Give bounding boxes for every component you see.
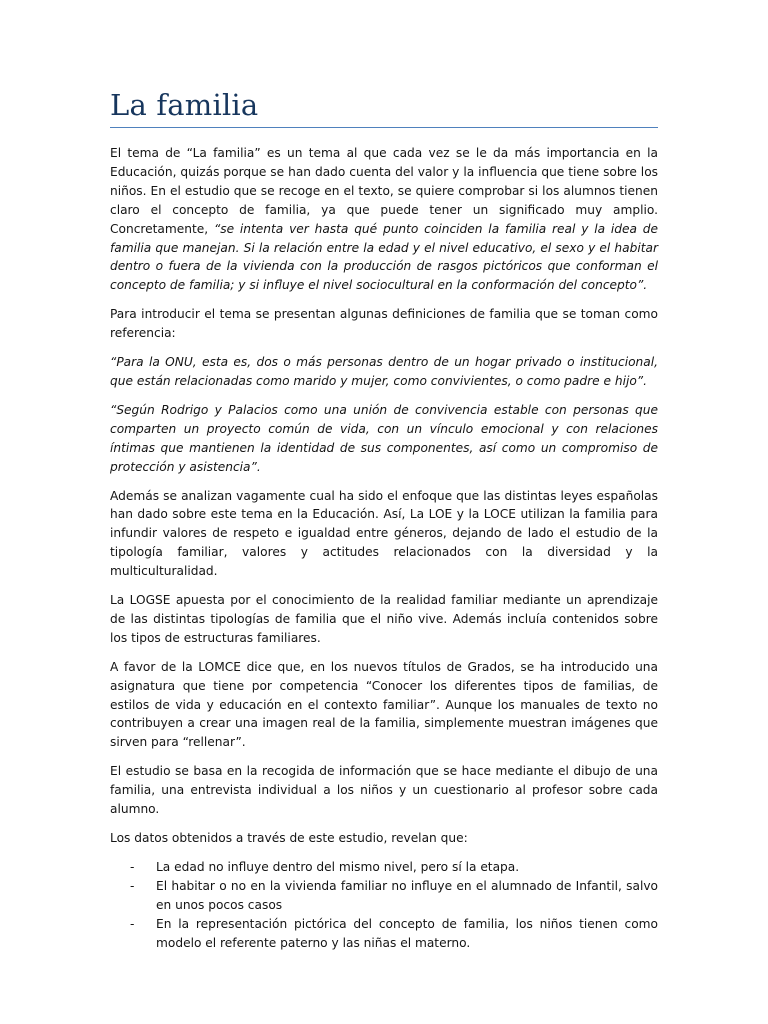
paragraph-onu-definition: “Para la ONU, esta es, dos o más personas dentro de un hogar privado o institucional, que están relacionadas como marido y mujer, como convivientes, o como padre e hijo”. [110,355,658,388]
paragraph-results-intro: Los datos obtenidos a través de este estudio, revelan que: [110,831,468,845]
list-bullet: - [130,859,135,874]
list-item-text: En la representación pictórica del concepto de familia, los niños tienen como modelo el referente paterno y las niñas el materno. [156,916,658,950]
list-item-text: El habitar o no en la vivienda familiar no influye en el alumnado de Infantil, salvo en unos pocos casos [156,878,658,912]
results-list [110,858,658,953]
list-item [110,858,658,877]
paragraph-intro-text: El tema de “La familia” es un tema al que cada vez se le da más importancia en la Educación, quizás porque se han dado cuenta del valor y la influencia que tiene sobre los niños. En el estudio que se recoge en el texto, se quiere comprobar si los alumnos tienen claro el concepto de familia, ya que puede tener un significado muy amplio. Concretamente, [110,146,658,236]
paragraph-definitions-intro: Para introducir el tema se presentan algunas definiciones de familia que se toman como referencia: [110,307,658,341]
paragraph-rodrigo-definition: “Según Rodrigo y Palacios como una unión de convivencia estable con personas que comparten un proyecto común de vida, con un vínculo emocional y con relaciones íntimas que mantienen la identidad de sus componentes, así como un compromiso de protección y asistencia”. [110,402,658,474]
list-bullet: - [130,916,135,931]
paragraph-laws: Además se analizan vagamente cual ha sido el enfoque que las distintas leyes españolas han dado sobre este tema en la Educación. Así, La LOE y la LOCE utilizan la familia para infundir valores de respeto e igualdad entre géneros, dejando de lado el estudio de la tipología familiar, valores y actitudes relacionados con la diversidad y la multiculturalidad. [110,488,658,579]
document-title: La familia [110,88,259,122]
paragraph-intro-quote: “se intenta ver hasta qué punto coinciden la familia real y la idea de familia que manejan. Si la relación entre la edad y el nivel educativo, el sexo y el habitar dentro o fuera de la vivienda con la producción de rasgos pictóricos que conforman el concepto de familia; y si influye el nivel sociocultural en la conformación del concepto”. [110,221,659,293]
title-underline [110,127,658,128]
paragraph-lomce: A favor de la LOMCE dice que, en los nuevos títulos de Grados, se ha introducido una asignatura que tiene por competencia “Conocer los diferentes tipos de familias, de estilos de vida y educación en el contexto familiar”. Aunque los manuales de texto no contribuyen a crear una imagen real de la familia, simplemente muestran imágenes que sirven para “rellenar”. [110,659,658,750]
paragraph-intro [110,144,658,295]
list-item [110,877,658,915]
document-page [110,86,658,952]
list-item [110,915,658,953]
paragraph-logse: La LOGSE apuesta por el conocimiento de la realidad familiar mediante un aprendizaje de las distintas tipologías de familia que el niño vive. Además incluía contenidos sobre los tipos de estructuras familiares. [110,593,658,645]
list-item-text: La edad no influye dentro del mismo nivel, pero sí la etapa. [156,859,520,874]
list-bullet: - [130,878,135,893]
paragraph-study-method: El estudio se basa en la recogida de información que se hace mediante el dibujo de una familia, una entrevista individual a los niños y un cuestionario al profesor sobre cada alumno. [110,764,658,817]
